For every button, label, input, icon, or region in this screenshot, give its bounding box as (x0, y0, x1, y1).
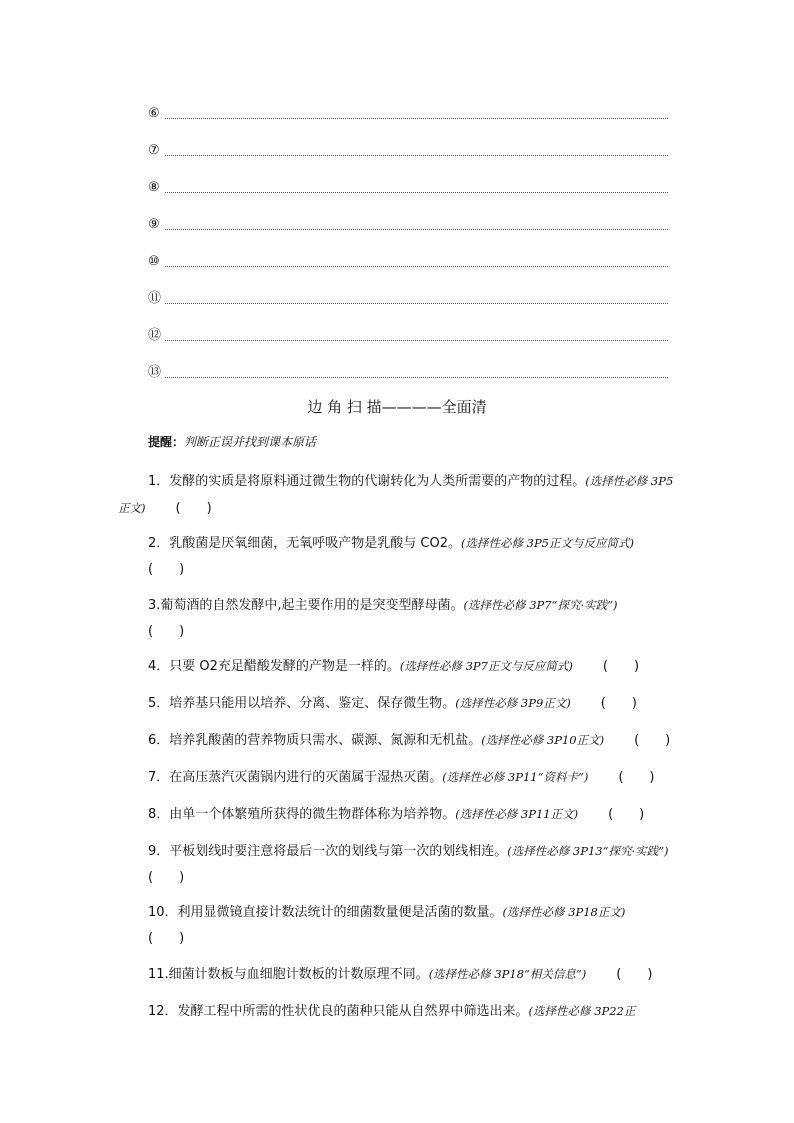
hint-text: 判断正误并找到课本原话 (184, 435, 317, 449)
blank-answer-line (165, 340, 668, 341)
question-source: (选择性必修 3P18正文) (502, 905, 626, 919)
answer-blank-row (148, 248, 668, 270)
blank-number: ⑬ (148, 365, 162, 380)
question-source: (选择性必修 3P10正文) (481, 733, 605, 747)
question-text: 12．发酵工程中所需的性状优良的菌种只能从自然界中筛选出来。 (148, 1004, 529, 1019)
blank-answer-line (165, 377, 668, 378)
question-source: (选择性必修 3P7“探究·实践”) (463, 598, 618, 612)
question-text: 6．培养乳酸菌的营养物质只需水、碳源、氮源和无机盐。 (148, 733, 482, 748)
answer-paren[interactable]: ( ) (148, 931, 185, 946)
question-item (118, 838, 674, 891)
blank-answer-line (165, 229, 668, 230)
answer-paren[interactable]: ( ) (608, 807, 645, 822)
question-source: (选择性必修 3P11“资料卡”) (442, 770, 589, 784)
question-item (118, 899, 674, 952)
answer-blank-row (148, 359, 668, 381)
question-item (118, 530, 674, 583)
question-source: (选择性必修 3P22正 (528, 1004, 636, 1018)
question-text: 1．发酵的实质是将原料通过微生物的代谢转化为人类所需要的产物的过程。 (148, 474, 586, 489)
question-source: (选择性必修 3P7正文与反应简式) (399, 659, 573, 673)
question-source: (选择性必修 3P9正文) (455, 696, 571, 710)
blank-answer-line (165, 192, 668, 193)
answer-blank-row (148, 285, 668, 307)
question-text: 4．只要 O2充足醋酸发酵的产物是一样的。 (148, 659, 400, 674)
blank-number: ⑫ (148, 328, 162, 343)
question-item (118, 764, 674, 791)
question-text: 10．利用显微镜直接计数法统计的细菌数量便是活菌的数量。 (148, 905, 503, 920)
blank-number: ⑩ (148, 254, 160, 269)
answer-paren[interactable]: ( ) (616, 967, 653, 982)
question-source: (选择性必修 3P11正文) (455, 807, 579, 821)
blank-number: ⑦ (148, 143, 160, 158)
question-text: 11.细菌计数板与血细胞计数板的计数原理不同。 (148, 967, 429, 982)
question-item (118, 653, 674, 680)
question-text: 5．培养基只能用以培养、分离、鉴定、保存微生物。 (148, 696, 456, 711)
question-item (118, 690, 674, 717)
question-item (118, 592, 674, 645)
hint-line (148, 433, 316, 451)
blank-answer-line (165, 155, 668, 156)
question-source: (选择性必修 3P5正文) (118, 474, 674, 515)
question-text: 9．平板划线时要注意将最后一次的划线与第一次的划线相连。 (148, 844, 508, 859)
question-text: 8．由单一个体繁殖所获得的微生物群体称为培养物。 (148, 807, 456, 822)
answer-blank-row (148, 322, 668, 344)
question-source: (选择性必修 3P18“相关信息”) (428, 967, 587, 981)
answer-paren[interactable]: ( ) (618, 770, 655, 785)
blank-answer-line (165, 118, 668, 119)
answer-paren[interactable]: ( ) (634, 733, 671, 748)
question-item (118, 961, 674, 988)
answer-paren[interactable]: ( ) (602, 659, 640, 674)
question-item (118, 727, 674, 754)
question-text: 7．在高压蒸汽灭菌锅内进行的灭菌属于湿热灭菌。 (148, 770, 443, 785)
blank-answer-line (165, 303, 668, 304)
answer-paren[interactable]: ( ) (148, 562, 185, 577)
answer-blank-row (148, 174, 668, 196)
blank-answer-line (165, 266, 668, 267)
question-source: (选择性必修 3P5正文与反应简式) (460, 536, 634, 550)
question-item (118, 801, 674, 828)
blank-number: ⑨ (148, 217, 160, 232)
answer-blank-row (148, 100, 668, 122)
blank-number: ⑪ (148, 291, 162, 306)
answer-paren[interactable]: ( ) (600, 696, 637, 711)
answer-blank-row (148, 137, 668, 159)
question-source: (选择性必修 3P13“探究·实践”) (507, 844, 669, 858)
question-item (118, 998, 674, 1025)
question-text: 2．乳酸菌是厌氧细菌，无氧呼吸产物是乳酸与 CO2。 (148, 536, 461, 551)
question-text: 3.葡萄酒的自然发酵中,起主要作用的是突变型酵母菌。 (148, 598, 464, 613)
answer-paren[interactable]: ( ) (175, 501, 212, 516)
blank-number: ⑥ (148, 106, 160, 121)
section-title: 边 角 扫 描————全面清 (307, 398, 487, 416)
answer-blank-row (148, 211, 668, 233)
blank-number: ⑧ (148, 180, 160, 195)
question-item (118, 468, 674, 522)
answer-paren[interactable]: ( ) (148, 624, 185, 639)
answer-paren[interactable]: ( ) (148, 870, 185, 885)
hint-label: 提醒： (148, 435, 185, 449)
